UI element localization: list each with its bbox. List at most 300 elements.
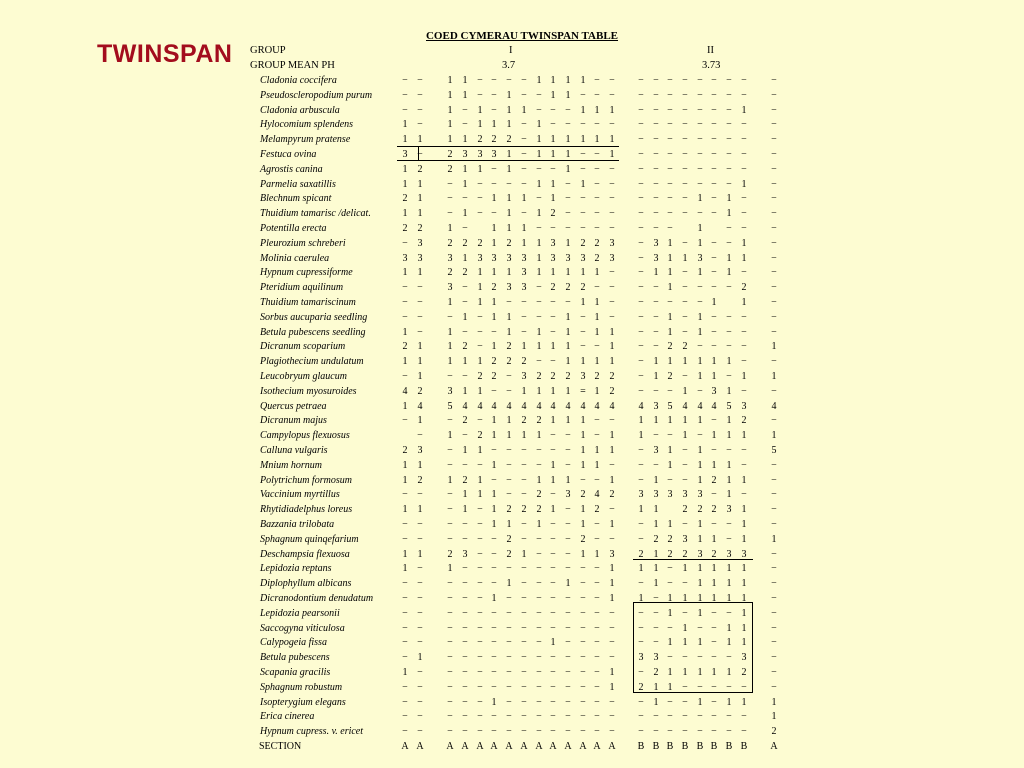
table-cell: 1 bbox=[491, 237, 497, 249]
table-cell: − bbox=[521, 726, 527, 738]
section-cell: A bbox=[593, 741, 601, 752]
table-cell: 1 bbox=[447, 430, 453, 442]
table-cell: − bbox=[667, 474, 673, 486]
table-cell: − bbox=[506, 297, 512, 308]
table-cell: 1 bbox=[697, 578, 703, 590]
table-cell: 1 bbox=[653, 548, 659, 560]
table-cell: − bbox=[417, 519, 423, 530]
table-cell: 2 bbox=[682, 341, 688, 353]
table-cell: − bbox=[506, 711, 512, 723]
table-cell: 2 bbox=[741, 667, 747, 678]
table-cell: − bbox=[536, 89, 542, 101]
table-cell: − bbox=[417, 726, 423, 738]
table-cell: − bbox=[521, 459, 527, 471]
table-cell: − bbox=[477, 415, 483, 427]
table-cell: − bbox=[417, 681, 423, 693]
table-cell: − bbox=[667, 178, 673, 190]
table-cell: 1 bbox=[447, 134, 453, 146]
table-cell: 1 bbox=[402, 504, 408, 516]
table-cell: 1 bbox=[536, 119, 542, 131]
table-cell: − bbox=[667, 563, 673, 575]
table-cell: 1 bbox=[653, 681, 659, 693]
table-cell: − bbox=[697, 622, 703, 634]
table-cell: − bbox=[711, 193, 717, 205]
table-cell: − bbox=[682, 89, 688, 101]
table-cell: − bbox=[726, 371, 732, 382]
table-cell: 2 bbox=[609, 371, 615, 382]
table-cell: 1 bbox=[550, 341, 556, 353]
section-cell: A bbox=[416, 741, 424, 752]
table-cell: 1 bbox=[609, 356, 615, 368]
table-cell: 2 bbox=[653, 667, 659, 678]
table-cell: 1 bbox=[462, 489, 468, 501]
table-cell: − bbox=[402, 652, 408, 664]
table-cell: − bbox=[506, 371, 512, 382]
table-cell: 1 bbox=[682, 252, 688, 264]
table-cell: 1 bbox=[609, 104, 615, 116]
table-cell: − bbox=[447, 578, 453, 590]
table-cell: 1 bbox=[697, 474, 703, 486]
table-cell: 1 bbox=[638, 593, 644, 604]
section-cell: B bbox=[740, 741, 748, 752]
table-cell: 1 bbox=[771, 430, 777, 442]
table-cell: 2 bbox=[580, 237, 586, 249]
table-cell: 1 bbox=[609, 578, 615, 590]
table-cell: 1 bbox=[462, 208, 468, 220]
table-cell: − bbox=[771, 237, 777, 249]
table-cell: − bbox=[638, 474, 644, 486]
table-cell: − bbox=[609, 267, 615, 279]
table-cell: 3 bbox=[447, 252, 453, 264]
table-cell: 1 bbox=[667, 607, 673, 619]
table-cell: − bbox=[447, 696, 453, 708]
table-cell: 1 bbox=[536, 267, 542, 279]
table-cell: 1 bbox=[594, 297, 600, 308]
table-cell: − bbox=[521, 489, 527, 501]
table-cell: 1 bbox=[667, 415, 673, 427]
table-row bbox=[0, 415, 1024, 430]
table-cell: 1 bbox=[536, 252, 542, 264]
table-cell: 3 bbox=[477, 149, 483, 160]
table-cell: 2 bbox=[667, 371, 673, 382]
table-cell: 1 bbox=[711, 356, 717, 368]
table-cell: − bbox=[550, 489, 556, 501]
table-cell: − bbox=[536, 193, 542, 205]
table-cell: 4 bbox=[580, 400, 586, 412]
table-cell: 1 bbox=[726, 356, 732, 368]
table-cell: − bbox=[594, 208, 600, 220]
table-cell: 1 bbox=[462, 178, 468, 190]
table-cell: 1 bbox=[506, 415, 512, 427]
table-cell: − bbox=[417, 533, 423, 545]
table-cell: 1 bbox=[594, 104, 600, 116]
table-cell: − bbox=[594, 519, 600, 530]
table-cell: − bbox=[565, 533, 571, 545]
table-cell: 1 bbox=[697, 326, 703, 338]
table-cell: 1 bbox=[609, 593, 615, 604]
table-cell: 2 bbox=[550, 282, 556, 294]
table-cell: 2 bbox=[580, 533, 586, 545]
table-cell: − bbox=[594, 607, 600, 619]
table-cell: − bbox=[771, 622, 777, 634]
table-cell: 1 bbox=[580, 178, 586, 190]
table-cell: 1 bbox=[565, 163, 571, 175]
table-cell: 3 bbox=[653, 237, 659, 249]
species-name: Thuidium tamariscinum bbox=[260, 297, 356, 308]
table-cell: 1 bbox=[653, 578, 659, 590]
table-cell: 3 bbox=[417, 252, 423, 264]
table-cell: − bbox=[550, 297, 556, 308]
table-cell: − bbox=[726, 134, 732, 146]
table-cell: − bbox=[726, 237, 732, 249]
table-cell: 1 bbox=[771, 711, 777, 723]
table-cell: 1 bbox=[462, 445, 468, 456]
table-cell: − bbox=[536, 593, 542, 604]
table-cell: − bbox=[741, 149, 747, 160]
table-cell: 1 bbox=[580, 459, 586, 471]
table-cell: 1 bbox=[609, 430, 615, 442]
table-cell: 1 bbox=[667, 267, 673, 279]
table-cell: − bbox=[653, 163, 659, 175]
table-cell: 1 bbox=[741, 430, 747, 442]
table-cell: − bbox=[638, 237, 644, 249]
table-cell: 1 bbox=[609, 326, 615, 338]
table-cell: − bbox=[447, 459, 453, 471]
table-cell: − bbox=[726, 75, 732, 86]
table-cell: = bbox=[580, 385, 586, 397]
table-cell: 2 bbox=[417, 223, 423, 234]
table-cell: − bbox=[462, 667, 468, 678]
table-cell: − bbox=[565, 681, 571, 693]
table-cell: 3 bbox=[697, 548, 703, 560]
section-cell: B bbox=[652, 741, 660, 752]
table-cell: 2 bbox=[565, 282, 571, 294]
table-cell: − bbox=[462, 652, 468, 664]
table-cell: − bbox=[697, 681, 703, 693]
table-cell: − bbox=[402, 75, 408, 86]
table-cell: − bbox=[550, 622, 556, 634]
section-cell: A bbox=[446, 741, 454, 752]
table-row bbox=[0, 445, 1024, 460]
table-cell: − bbox=[771, 459, 777, 471]
table-cell: 1 bbox=[638, 430, 644, 442]
table-cell: 3 bbox=[417, 237, 423, 249]
table-cell: 2 bbox=[521, 504, 527, 516]
table-cell: − bbox=[771, 548, 777, 560]
table-cell: 2 bbox=[609, 385, 615, 397]
table-cell: − bbox=[609, 297, 615, 308]
table-cell: − bbox=[711, 267, 717, 279]
table-cell: 2 bbox=[741, 415, 747, 427]
table-cell: − bbox=[477, 193, 483, 205]
table-cell: − bbox=[565, 178, 571, 190]
table-cell: 1 bbox=[580, 430, 586, 442]
table-cell: − bbox=[653, 208, 659, 220]
table-cell: − bbox=[771, 593, 777, 604]
table-cell: − bbox=[506, 75, 512, 86]
table-cell: 2 bbox=[638, 681, 644, 693]
table-cell: − bbox=[726, 119, 732, 131]
table-cell: 3 bbox=[521, 282, 527, 294]
table-cell: − bbox=[565, 696, 571, 708]
table-cell: 2 bbox=[697, 504, 703, 516]
table-cell: − bbox=[653, 193, 659, 205]
table-cell: 1 bbox=[402, 267, 408, 279]
table-cell: − bbox=[667, 622, 673, 634]
table-cell: − bbox=[491, 726, 497, 738]
table-cell: 1 bbox=[402, 563, 408, 575]
table-cell: − bbox=[536, 548, 542, 560]
table-row bbox=[0, 637, 1024, 652]
table-cell: − bbox=[638, 163, 644, 175]
table-cell: − bbox=[609, 89, 615, 101]
table-cell: 1 bbox=[726, 267, 732, 279]
table-cell: 3 bbox=[580, 252, 586, 264]
table-cell: − bbox=[565, 223, 571, 234]
table-cell: − bbox=[667, 75, 673, 86]
table-cell: − bbox=[550, 223, 556, 234]
table-row bbox=[0, 356, 1024, 371]
table-cell: − bbox=[565, 607, 571, 619]
table-cell: 2 bbox=[536, 504, 542, 516]
table-cell: − bbox=[580, 563, 586, 575]
species-name: Calypogeia fissa bbox=[260, 637, 327, 649]
table-cell: − bbox=[506, 681, 512, 693]
table-cell: − bbox=[417, 282, 423, 294]
table-cell: − bbox=[521, 711, 527, 723]
table-cell: − bbox=[477, 459, 483, 471]
table-cell: 1 bbox=[711, 533, 717, 545]
table-cell: 1 bbox=[417, 548, 423, 560]
table-cell: − bbox=[609, 533, 615, 545]
group-label: GROUP bbox=[250, 45, 286, 56]
table-cell: 1 bbox=[667, 445, 673, 456]
table-cell: − bbox=[726, 282, 732, 294]
table-cell: − bbox=[726, 681, 732, 693]
table-cell: − bbox=[447, 371, 453, 382]
species-name: Festuca ovina bbox=[260, 149, 317, 160]
table-cell: 1 bbox=[491, 341, 497, 353]
table-cell: 4 bbox=[609, 400, 615, 412]
table-cell: − bbox=[477, 622, 483, 634]
table-cell: − bbox=[594, 578, 600, 590]
table-cell: 1 bbox=[491, 193, 497, 205]
table-cell: − bbox=[609, 415, 615, 427]
table-cell: − bbox=[609, 193, 615, 205]
table-cell: 1 bbox=[565, 311, 571, 323]
table-cell: − bbox=[682, 459, 688, 471]
table-cell: 3 bbox=[477, 252, 483, 264]
table-cell: − bbox=[594, 563, 600, 575]
table-cell: − bbox=[726, 178, 732, 190]
table-cell: − bbox=[682, 445, 688, 456]
table-cell: − bbox=[550, 104, 556, 116]
table-cell: − bbox=[697, 341, 703, 353]
table-cell: − bbox=[580, 667, 586, 678]
table-cell: − bbox=[402, 415, 408, 427]
group-mean-ph-label: GROUP MEAN PH bbox=[250, 60, 335, 71]
table-cell: − bbox=[477, 504, 483, 516]
table-cell: − bbox=[521, 178, 527, 190]
table-cell: − bbox=[594, 726, 600, 738]
table-cell: 4 bbox=[682, 400, 688, 412]
table-cell: − bbox=[550, 711, 556, 723]
table-cell: − bbox=[462, 459, 468, 471]
table-cell: 3 bbox=[609, 252, 615, 264]
table-row bbox=[0, 667, 1024, 682]
table-cell: 1 bbox=[447, 119, 453, 131]
table-cell: 1 bbox=[417, 459, 423, 471]
table-cell: − bbox=[447, 711, 453, 723]
table-cell: − bbox=[682, 149, 688, 160]
table-cell: − bbox=[580, 163, 586, 175]
table-cell: − bbox=[506, 593, 512, 604]
table-cell: 3 bbox=[550, 237, 556, 249]
table-cell: − bbox=[594, 75, 600, 86]
table-cell: − bbox=[402, 89, 408, 101]
species-name: Molinia caerulea bbox=[260, 252, 330, 264]
table-cell: 1 bbox=[580, 104, 586, 116]
table-cell: 2 bbox=[491, 282, 497, 294]
table-cell: − bbox=[741, 119, 747, 131]
table-cell: − bbox=[565, 193, 571, 205]
table-cell: − bbox=[594, 681, 600, 693]
table-cell: − bbox=[771, 326, 777, 338]
table-cell: − bbox=[536, 622, 542, 634]
table-cell: 1 bbox=[550, 474, 556, 486]
table-cell: − bbox=[609, 696, 615, 708]
table-cell: − bbox=[638, 119, 644, 131]
table-row bbox=[0, 623, 1024, 638]
section-cell: A bbox=[564, 741, 572, 752]
table-cell: 1 bbox=[638, 504, 644, 516]
species-name: Isothecium myosuroides bbox=[260, 385, 357, 397]
table-cell: 1 bbox=[711, 667, 717, 678]
table-cell: − bbox=[521, 75, 527, 86]
table-cell: 1 bbox=[697, 607, 703, 619]
table-cell: − bbox=[771, 652, 777, 664]
table-cell: 2 bbox=[506, 134, 512, 146]
table-cell: 1 bbox=[417, 371, 423, 382]
species-name: Deschampsia flexuosa bbox=[260, 548, 350, 560]
table-cell: − bbox=[491, 104, 497, 116]
table-cell: − bbox=[550, 430, 556, 442]
table-cell: 1 bbox=[521, 223, 527, 234]
species-name: Blechnum spicant bbox=[260, 193, 332, 205]
table-cell: 1 bbox=[462, 311, 468, 323]
table-cell: − bbox=[402, 371, 408, 382]
table-cell: 1 bbox=[477, 474, 483, 486]
species-name: Dicranodontium denudatum bbox=[260, 593, 374, 604]
table-cell: − bbox=[638, 311, 644, 323]
table-row bbox=[0, 711, 1024, 726]
table-cell: − bbox=[741, 326, 747, 338]
table-cell: − bbox=[565, 504, 571, 516]
table-cell: − bbox=[550, 519, 556, 530]
table-cell: − bbox=[609, 504, 615, 516]
table-cell: − bbox=[771, 385, 777, 397]
table-cell: 1 bbox=[477, 445, 483, 456]
table-cell: − bbox=[417, 297, 423, 308]
table-cell: 1 bbox=[741, 578, 747, 590]
table-cell: 1 bbox=[697, 459, 703, 471]
table-cell: 2 bbox=[402, 445, 408, 456]
section-cell: A bbox=[549, 741, 557, 752]
table-cell: 3 bbox=[638, 652, 644, 664]
section-cell: A bbox=[401, 741, 409, 752]
table-cell: − bbox=[477, 652, 483, 664]
table-cell: − bbox=[741, 385, 747, 397]
table-cell: 1 bbox=[491, 696, 497, 708]
table-cell: − bbox=[697, 430, 703, 442]
table-cell: − bbox=[726, 519, 732, 530]
table-cell: 1 bbox=[477, 267, 483, 279]
table-cell: − bbox=[771, 193, 777, 205]
table-cell: − bbox=[565, 104, 571, 116]
table-cell: − bbox=[741, 711, 747, 723]
table-cell: 2 bbox=[594, 371, 600, 382]
table-cell: 1 bbox=[550, 415, 556, 427]
table-cell: − bbox=[609, 75, 615, 86]
table-cell: − bbox=[447, 193, 453, 205]
table-cell: 1 bbox=[521, 430, 527, 442]
table-cell: 3 bbox=[506, 282, 512, 294]
table-cell: − bbox=[491, 622, 497, 634]
table-cell: 4 bbox=[638, 400, 644, 412]
table-row bbox=[0, 105, 1024, 120]
table-cell: 1 bbox=[726, 667, 732, 678]
table-cell: − bbox=[506, 459, 512, 471]
table-cell: − bbox=[726, 223, 732, 234]
table-cell: − bbox=[594, 474, 600, 486]
table-cell: − bbox=[536, 533, 542, 545]
table-cell: 2 bbox=[447, 149, 453, 160]
table-cell: − bbox=[565, 519, 571, 530]
table-cell: 4 bbox=[565, 400, 571, 412]
table-cell: − bbox=[594, 178, 600, 190]
table-cell: − bbox=[697, 178, 703, 190]
table-cell: − bbox=[491, 178, 497, 190]
table-cell: 4 bbox=[402, 385, 408, 397]
table-cell: 1 bbox=[491, 593, 497, 604]
table-cell: − bbox=[521, 681, 527, 693]
table-cell: − bbox=[565, 563, 571, 575]
table-cell: 1 bbox=[550, 193, 556, 205]
table-cell: − bbox=[462, 519, 468, 530]
table-row bbox=[0, 652, 1024, 667]
table-cell: 4 bbox=[697, 400, 703, 412]
table-cell: − bbox=[506, 622, 512, 634]
section-cell: A bbox=[505, 741, 513, 752]
table-cell: 1 bbox=[506, 193, 512, 205]
table-cell: 1 bbox=[491, 119, 497, 131]
table-row bbox=[0, 504, 1024, 519]
table-cell: − bbox=[580, 637, 586, 649]
table-cell: − bbox=[667, 578, 673, 590]
table-cell: − bbox=[580, 89, 586, 101]
table-cell: 2 bbox=[594, 237, 600, 249]
table-cell: − bbox=[477, 75, 483, 86]
table-cell: − bbox=[491, 326, 497, 338]
table-cell: − bbox=[667, 149, 673, 160]
table-cell: 2 bbox=[521, 356, 527, 368]
table-cell: 1 bbox=[402, 548, 408, 560]
table-cell: 1 bbox=[580, 504, 586, 516]
table-cell: 2 bbox=[565, 371, 571, 382]
table-cell: − bbox=[462, 578, 468, 590]
table-cell: − bbox=[417, 593, 423, 604]
table-cell: 1 bbox=[550, 75, 556, 86]
